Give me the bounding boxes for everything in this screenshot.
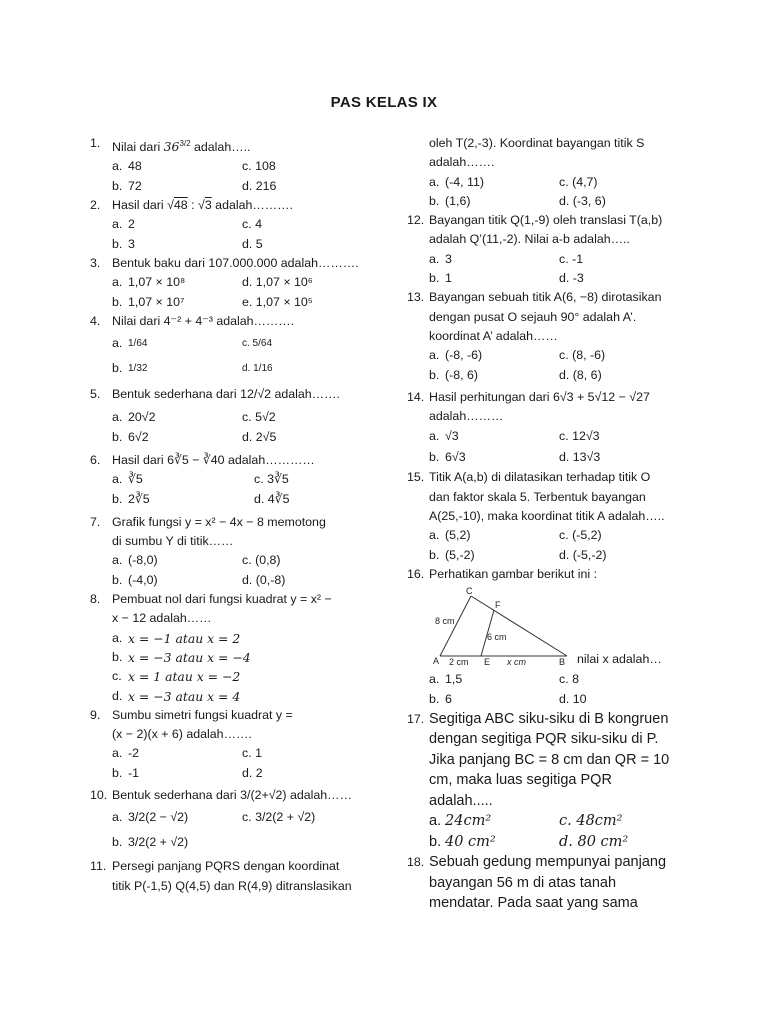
option-value: c. 108 <box>242 159 276 174</box>
option-value: 1,07 × 10⁸ <box>128 275 186 290</box>
options <box>90 157 385 196</box>
question-number: 12. <box>407 213 425 228</box>
options <box>90 629 385 706</box>
question-text-continued: dengan pusat O sejauh 90° adalah A’. <box>429 309 637 324</box>
question-text: Hasil dari 6∛5 − ∛40 adalah………… <box>112 452 315 467</box>
question-8 <box>90 590 385 609</box>
question-text: Persegi panjang PQRS dengan koordinat <box>112 859 340 874</box>
option-value: d. 1,07 × 10⁶ <box>242 275 313 290</box>
option-value: d. 1/16 <box>242 363 273 375</box>
option-value: 48 <box>128 159 142 174</box>
question-1 <box>90 134 385 157</box>
option-label: a. <box>112 159 123 174</box>
option-label: c. <box>112 669 122 684</box>
question-text-continued: (x − 2)(x + 6) adalah……. <box>112 727 252 742</box>
question-10 <box>90 786 385 805</box>
question-number: 7. <box>90 514 101 529</box>
question-number: 16. <box>407 566 425 581</box>
question-3 <box>90 254 385 273</box>
option-value: d. (0,-8) <box>242 572 286 587</box>
option-label: b. <box>112 429 123 444</box>
option-value: c. -1 <box>559 251 584 266</box>
question-text: Grafik fungsi y = x² − 4x − 8 memotong <box>112 514 326 529</box>
option-label: b. <box>112 572 123 587</box>
page-title: PAS KELAS IX <box>330 94 438 111</box>
option-value: x = 1 atau x = −2 <box>128 669 241 685</box>
option-value: (5,-2) <box>445 547 475 562</box>
question-7 <box>90 513 385 532</box>
question-text: Sebuah gedung mempunyai panjang <box>429 854 667 871</box>
option-label: a. <box>112 336 123 351</box>
question-text: Hasil dari √48 : √3 adalah………. <box>112 198 293 213</box>
side-cb <box>471 596 567 656</box>
option-value: c. 3/2(2 + √2) <box>242 810 316 825</box>
question-11 <box>90 857 385 876</box>
option-value: c. 48cm² <box>559 813 623 830</box>
options <box>407 670 682 709</box>
option-value: (-4, 11) <box>445 174 485 189</box>
option-value: d. (-5,-2) <box>559 547 607 562</box>
options <box>90 408 385 447</box>
label-ae-length: 2 cm <box>449 657 469 668</box>
question-text: Titik A(a,b) di dilatasikan terhadap titik O <box>429 470 651 485</box>
option-value: (-8, 6) <box>445 367 479 382</box>
label-ef-length: 6 cm <box>487 632 507 643</box>
option-value: d. 10 <box>559 691 587 706</box>
option-value: (5,2) <box>445 528 471 543</box>
question-number: 10. <box>90 788 108 803</box>
question-text-continued: koordinat A’ adalah…… <box>429 328 558 343</box>
label-f: F <box>495 600 501 611</box>
option-label: a. <box>112 746 123 761</box>
option-label: b. <box>429 547 440 562</box>
question-number: 17. <box>407 711 425 726</box>
option-label: a. <box>112 630 123 645</box>
option-value: (1,6) <box>445 193 471 208</box>
question-text-continued: mendatar. Pada saat yang sama <box>429 895 638 912</box>
option-value: c. (0,8) <box>242 553 281 568</box>
question-text: Bayangan sebuah titik A(6, −8) dirotasikan <box>429 290 662 305</box>
question-9 <box>90 706 385 725</box>
question-text-continued: oleh T(2,-3). Koordinat bayangan titik S <box>429 136 645 150</box>
option-value: 72 <box>128 178 142 193</box>
question-17 <box>407 709 682 730</box>
question-text-continued: x − 12 adalah…… <box>112 611 212 626</box>
option-value: -1 <box>128 765 140 780</box>
question-text: Nilai dari 4⁻² + 4⁻³ adalah………. <box>112 313 295 328</box>
option-label: a. <box>429 528 440 543</box>
question-number: 15. <box>407 470 425 485</box>
question-6 <box>90 451 385 470</box>
label-eb-length: x cm <box>507 657 526 668</box>
option-value: d. 13√3 <box>559 450 601 465</box>
question-12 <box>407 211 682 230</box>
option-value: 6√2 <box>128 429 149 444</box>
question-number: 9. <box>90 707 101 722</box>
option-value: c. (8, -6) <box>559 348 606 363</box>
option-label: b. <box>112 491 123 506</box>
question-text-continued: di sumbu Y di titik…… <box>112 534 234 549</box>
option-value: c. 1 <box>242 746 262 761</box>
option-value: 1,5 <box>445 672 463 687</box>
question-18 <box>407 852 682 873</box>
option-value: d. -3 <box>559 271 584 286</box>
option-value: 6 <box>445 691 452 706</box>
options <box>407 250 682 289</box>
question-13 <box>407 288 682 307</box>
question-number: 1. <box>90 136 101 150</box>
figure-question: nilai x adalah… <box>577 652 662 667</box>
question-text-continued: cm, maka luas segitiga PQR <box>429 772 612 789</box>
option-value: 3 <box>128 236 135 251</box>
option-label: a. <box>429 348 440 363</box>
right-column <box>407 134 682 914</box>
option-label: b. <box>429 833 442 850</box>
option-label: a. <box>429 672 440 687</box>
option-value: c. 5√2 <box>242 410 276 425</box>
label-c: C <box>466 586 473 597</box>
options <box>90 215 385 254</box>
question-number: 11. <box>90 859 107 874</box>
question-number: 8. <box>90 592 101 607</box>
label-b: B <box>559 657 566 668</box>
option-value: d. (-3, 6) <box>559 193 606 208</box>
question-text-continued: adalah Q’(11,-2). Nilai a-b adalah….. <box>429 232 630 247</box>
options <box>407 426 682 468</box>
question-number: 3. <box>90 255 101 270</box>
option-label: b. <box>429 367 440 382</box>
options <box>90 331 385 381</box>
option-label: a. <box>112 553 123 568</box>
question-number: 13. <box>407 290 425 305</box>
option-label: a. <box>112 810 123 825</box>
option-value: d. 2√5 <box>242 429 277 444</box>
question-text-continued: adalah……… <box>429 409 504 424</box>
option-label: b. <box>112 236 123 251</box>
question-text: Hasil perhitungan dari 6√3 + 5√12 − √27 <box>429 389 650 404</box>
option-label: d. <box>112 688 123 703</box>
options <box>407 346 682 385</box>
question-text: Bayangan titik Q(1,-9) oleh translasi T(a,b) <box>429 213 663 228</box>
option-value: c. 5/64 <box>242 338 273 350</box>
option-label: b. <box>112 178 123 193</box>
option-value: -2 <box>128 746 140 761</box>
option-value: (-4,0) <box>128 572 158 587</box>
question-number: 5. <box>90 387 101 402</box>
question-number: 2. <box>90 198 101 213</box>
option-value: x = −1 atau x = 2 <box>128 630 241 646</box>
option-value: c. 4 <box>242 217 262 232</box>
option-value: 6√3 <box>445 450 466 465</box>
question-text-continued: dengan segitiga PQR siku-siku di P. <box>429 731 659 748</box>
question-text: Pembuat nol dari fungsi kuadrat y = x² − <box>112 592 332 607</box>
option-value: c. 8 <box>559 672 579 687</box>
option-label: b. <box>429 271 440 286</box>
option-value: (-8,0) <box>128 553 158 568</box>
option-value <box>242 830 385 855</box>
question-text: Bentuk sederhana dari 3/(2+√2) adalah…… <box>112 788 352 803</box>
option-label: a. <box>429 174 440 189</box>
option-value: 3/2(2 − √2) <box>128 810 189 825</box>
option-value: x = −3 atau x = 4 <box>128 688 241 704</box>
question-text-continued: dan faktor skala 5. Terbentuk bayangan <box>429 489 646 504</box>
option-value: 3 <box>445 251 452 266</box>
option-label: a. <box>112 275 123 290</box>
options <box>90 273 385 312</box>
label-a: A <box>433 656 440 667</box>
question-number: 4. <box>90 313 101 328</box>
question-text-continued: titik P(-1,5) Q(4,5) dan R(4,9) ditranslasikan <box>112 878 352 893</box>
label-e: E <box>484 657 491 668</box>
question-text-continued: adalah……. <box>429 155 495 170</box>
question-15 <box>407 468 682 487</box>
question-text: Sumbu simetri fungsi kuadrat y = <box>112 707 293 722</box>
options <box>407 526 682 565</box>
option-label: a. <box>112 217 123 232</box>
option-value: d. 5 <box>242 236 263 251</box>
option-value: 1 <box>445 271 452 286</box>
question-4 <box>90 312 385 331</box>
option-value: c. (4,7) <box>559 174 598 189</box>
side-ac <box>440 596 471 656</box>
options <box>90 744 385 783</box>
question-number: 18. <box>407 855 425 870</box>
label-ac-length: 8 cm <box>435 616 455 627</box>
option-label: b. <box>429 450 440 465</box>
question-text: Nilai dari $36^{3/2}$ adalah….. <box>112 139 251 155</box>
options <box>407 173 682 212</box>
options <box>90 551 385 590</box>
option-value: 2 <box>128 217 135 232</box>
option-value: 3/2(2 + √2) <box>128 835 189 850</box>
option-value: d. 4∛5 <box>254 491 290 506</box>
question-number: 6. <box>90 452 101 467</box>
options <box>90 805 385 855</box>
question-5 <box>90 385 385 404</box>
option-label: b. <box>429 193 440 208</box>
question-text-continued: A(25,-10), maka koordinat titik A adalah….. <box>429 509 665 524</box>
option-value: 1,07 × 10⁷ <box>128 294 185 309</box>
option-value: d. 216 <box>242 178 277 193</box>
option-label: b. <box>112 835 123 850</box>
option-value: 24cm² <box>445 813 492 830</box>
option-value: 1/32 <box>128 363 148 375</box>
option-value: 1/64 <box>128 338 148 350</box>
question-text: Bentuk sederhana dari 12/√2 adalah……. <box>112 387 340 402</box>
option-value: d. (8, 6) <box>559 367 602 382</box>
question-text-continued: adalah..... <box>429 792 493 809</box>
question-text: Segitiga ABC siku-siku di B kongruen <box>429 710 669 727</box>
option-value: c. 3∛5 <box>254 472 289 487</box>
option-value: e. 1,07 × 10⁵ <box>242 294 313 309</box>
option-value: c. (-5,2) <box>559 528 602 543</box>
option-label: b. <box>112 294 123 309</box>
option-value: √3 <box>445 429 459 444</box>
option-value: x = −3 atau x = −4 <box>128 649 251 665</box>
options <box>407 811 682 852</box>
question-text: Perhatikan gambar berikut ini : <box>429 566 598 581</box>
question-14 <box>407 388 682 407</box>
question-text-continued: bayangan 56 m di atas tanah <box>429 874 617 891</box>
left-column <box>90 134 385 896</box>
options <box>90 470 385 509</box>
option-label: a. <box>112 472 123 487</box>
option-label: a. <box>429 251 440 266</box>
option-value: ∛5 <box>128 472 143 487</box>
option-value: 2∛5 <box>128 491 150 506</box>
question-text-continued: Jika panjang BC = 8 cm dan QR = 10 <box>429 751 670 768</box>
option-value: d. 2 <box>242 765 263 780</box>
question-text: Bentuk baku dari 107.000.000 adalah………. <box>112 255 359 270</box>
option-value: d. 80 cm² <box>559 833 629 850</box>
question-number: 14. <box>407 389 425 404</box>
option-value: c. 12√3 <box>559 429 600 444</box>
option-value: 40 cm² <box>445 833 496 850</box>
option-label: b. <box>429 691 440 706</box>
option-value: 20√2 <box>128 410 156 425</box>
question-2 <box>90 196 385 215</box>
option-label: b. <box>112 361 123 376</box>
option-label: a. <box>112 410 123 425</box>
question-16 <box>407 565 682 584</box>
option-value: (-8, -6) <box>445 348 483 363</box>
triangle-figure <box>407 584 682 670</box>
option-label: b. <box>112 649 123 664</box>
option-label: a. <box>429 429 440 444</box>
option-label: a. <box>429 813 442 830</box>
option-label: b. <box>112 765 123 780</box>
